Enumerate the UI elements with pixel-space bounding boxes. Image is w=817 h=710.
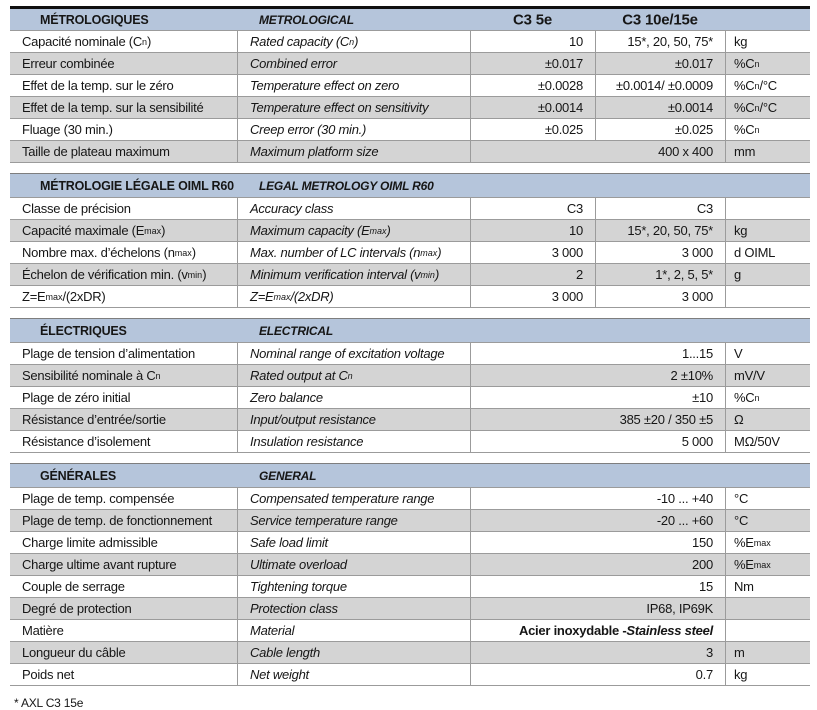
spec-row bbox=[10, 663, 810, 685]
section-header bbox=[10, 463, 810, 487]
spec-row bbox=[10, 553, 810, 575]
spec-unit: g bbox=[725, 264, 810, 285]
spec-row bbox=[10, 263, 810, 285]
spec-label-fr: Plage de temp. de fonctionnement bbox=[22, 513, 213, 528]
spec-label-fr: Résistance d’isolement bbox=[22, 434, 151, 449]
spec-unit: kg bbox=[725, 664, 810, 685]
spec-row bbox=[10, 285, 810, 307]
spec-unit: mm bbox=[725, 141, 810, 162]
spec-row bbox=[10, 487, 810, 509]
section-header bbox=[10, 318, 810, 342]
spec-row bbox=[10, 140, 810, 162]
spec-row bbox=[10, 197, 810, 219]
spec-value-c3-5e: 10 bbox=[470, 220, 595, 241]
spec-label-fr: Degré de protection bbox=[22, 601, 132, 616]
spec-value-c3-5e: ±0.017 bbox=[470, 53, 595, 74]
spec-label-fr: Effet de la temp. sur le zéro bbox=[22, 78, 174, 93]
spec-value-c3-10e-15e: 3 000 bbox=[595, 286, 725, 307]
spec-row bbox=[10, 74, 810, 96]
spec-label-fr: Sensibilité nominale à C n bbox=[22, 368, 161, 383]
spec-label-en: Zero balance bbox=[237, 387, 470, 408]
spec-value-c3-10e-15e: 15*, 20, 50, 75* bbox=[595, 31, 725, 52]
spec-label-fr: Nombre max. d’échelons (n max ) bbox=[22, 245, 196, 260]
section-title-en: ELECTRICAL bbox=[259, 323, 333, 338]
spec-label-fr: Résistance d’entrée/sortie bbox=[22, 412, 166, 427]
spec-label-en: Net weight bbox=[237, 664, 470, 685]
spec-value: IP68, IP69K bbox=[470, 598, 725, 619]
spec-section-metrological bbox=[10, 6, 810, 163]
spec-row bbox=[10, 219, 810, 241]
section-title-en: LEGAL METROLOGY OIML R60 bbox=[259, 178, 434, 193]
spec-label-en: Input/output resistance bbox=[237, 409, 470, 430]
section-title-fr: MÉTROLOGIQUES bbox=[40, 12, 149, 27]
spec-label-en: Rated capacity (C n ) bbox=[237, 31, 470, 52]
spec-value-c3-5e: 3 000 bbox=[470, 286, 595, 307]
spec-label-fr: Plage de zéro initial bbox=[22, 390, 131, 405]
spec-label-en: Compensated temperature range bbox=[237, 488, 470, 509]
spec-row bbox=[10, 430, 810, 452]
spec-label-en: Temperature effect on sensitivity bbox=[237, 97, 470, 118]
spec-unit: °C bbox=[725, 510, 810, 531]
spec-row bbox=[10, 342, 810, 364]
spec-value-c3-5e: 3 000 bbox=[470, 242, 595, 263]
column-header-c3-5e: C3 5e bbox=[512, 11, 553, 28]
spec-label-fr: Longueur du câble bbox=[22, 645, 126, 660]
spec-value-c3-10e-15e: ±0.017 bbox=[595, 53, 725, 74]
spec-label-en: Protection class bbox=[237, 598, 470, 619]
spec-label-fr: Plage de temp. compensée bbox=[22, 491, 175, 506]
spec-row bbox=[10, 509, 810, 531]
spec-unit: %C n bbox=[725, 119, 810, 140]
spec-label-fr: Couple de serrage bbox=[22, 579, 125, 594]
spec-sheet bbox=[10, 6, 810, 710]
spec-label-en: Accuracy class bbox=[237, 198, 470, 219]
spec-unit: m bbox=[725, 642, 810, 663]
spec-unit: Ω bbox=[725, 409, 810, 430]
section-header bbox=[10, 6, 810, 30]
spec-row bbox=[10, 575, 810, 597]
spec-unit: MΩ/50V bbox=[725, 431, 810, 452]
spec-value: Acier inoxydable - Stainless steel bbox=[470, 620, 725, 641]
spec-row bbox=[10, 408, 810, 430]
spec-unit: °C bbox=[725, 488, 810, 509]
spec-value-c3-5e: ±0.0028 bbox=[470, 75, 595, 96]
spec-label-en: Creep error (30 min.) bbox=[237, 119, 470, 140]
spec-value: 5 000 bbox=[470, 431, 725, 452]
spec-row bbox=[10, 531, 810, 553]
spec-label-en: Maximum platform size bbox=[237, 141, 470, 162]
spec-label-en: Z=E max /(2xDR) bbox=[237, 286, 470, 307]
column-header-c3-10e-15e: C3 10e/15e bbox=[622, 11, 698, 28]
spec-value-c3-5e: 10 bbox=[470, 31, 595, 52]
spec-label-fr: Capacité nominale (C n ) bbox=[22, 34, 152, 49]
spec-label-fr: Taille de plateau maximum bbox=[22, 144, 170, 159]
section-title-fr: ÉLECTRIQUES bbox=[40, 323, 127, 338]
spec-value-c3-10e-15e: ±0.0014/ ±0.0009 bbox=[595, 75, 725, 96]
spec-label-en: Max. number of LC intervals (n max ) bbox=[237, 242, 470, 263]
spec-row bbox=[10, 364, 810, 386]
spec-unit: %C n bbox=[725, 387, 810, 408]
spec-value: 2 ±10% bbox=[470, 365, 725, 386]
spec-value-c3-10e-15e: 3 000 bbox=[595, 242, 725, 263]
spec-label-fr: Classe de précision bbox=[22, 201, 131, 216]
spec-value-c3-5e: C3 bbox=[470, 198, 595, 219]
spec-row bbox=[10, 118, 810, 140]
spec-label-en: Rated output at C n bbox=[237, 365, 470, 386]
spec-section-general bbox=[10, 463, 810, 686]
spec-label-en: Maximum capacity (E max ) bbox=[237, 220, 470, 241]
spec-unit: %C n bbox=[725, 53, 810, 74]
spec-label-fr: Erreur combinée bbox=[22, 56, 115, 71]
spec-label-fr: Charge limite admissible bbox=[22, 535, 158, 550]
spec-label-en: Safe load limit bbox=[237, 532, 470, 553]
spec-label-en: Combined error bbox=[237, 53, 470, 74]
spec-row bbox=[10, 619, 810, 641]
spec-value: 400 x 400 bbox=[470, 141, 725, 162]
spec-unit bbox=[725, 286, 810, 307]
spec-value-c3-10e-15e: 1*, 2, 5, 5* bbox=[595, 264, 725, 285]
spec-label-fr: Matière bbox=[22, 623, 64, 638]
spec-label-fr: Plage de tension d’alimentation bbox=[22, 346, 195, 361]
spec-value: ±10 bbox=[470, 387, 725, 408]
spec-row bbox=[10, 597, 810, 619]
spec-row bbox=[10, 30, 810, 52]
spec-value: 1...15 bbox=[470, 343, 725, 364]
spec-value-c3-10e-15e: ±0.0014 bbox=[595, 97, 725, 118]
spec-label-fr: Capacité maximale (E max ) bbox=[22, 223, 166, 238]
spec-label-en: Temperature effect on zero bbox=[237, 75, 470, 96]
spec-value: 3 bbox=[470, 642, 725, 663]
spec-value-c3-5e: 2 bbox=[470, 264, 595, 285]
spec-label-fr: Effet de la temp. sur la sensibilité bbox=[22, 100, 204, 115]
spec-section-electrical bbox=[10, 318, 810, 453]
spec-label-en: Nominal range of excitation voltage bbox=[237, 343, 470, 364]
spec-label-en: Insulation resistance bbox=[237, 431, 470, 452]
spec-label-en: Cable length bbox=[237, 642, 470, 663]
spec-label-fr: Z=E max /(2xDR) bbox=[22, 289, 106, 304]
spec-label-fr: Échelon de vérification min. (v min ) bbox=[22, 267, 207, 282]
spec-label-en: Material bbox=[237, 620, 470, 641]
spec-unit: mV/V bbox=[725, 365, 810, 386]
spec-label-fr: Poids net bbox=[22, 667, 74, 682]
spec-value: -10 ... +40 bbox=[470, 488, 725, 509]
spec-label-en: Minimum verification interval (v min ) bbox=[237, 264, 470, 285]
spec-unit: %C n /°C bbox=[725, 75, 810, 96]
spec-label-fr: Charge ultime avant rupture bbox=[22, 557, 177, 572]
spec-row bbox=[10, 96, 810, 118]
spec-value-c3-5e: ±0.025 bbox=[470, 119, 595, 140]
spec-unit: V bbox=[725, 343, 810, 364]
footnote: * AXL C3 15e bbox=[14, 696, 84, 710]
spec-label-en: Service temperature range bbox=[237, 510, 470, 531]
spec-value: 15 bbox=[470, 576, 725, 597]
spec-value-c3-10e-15e: ±0.025 bbox=[595, 119, 725, 140]
section-title-en: GENERAL bbox=[259, 468, 317, 483]
spec-unit bbox=[725, 198, 810, 219]
spec-unit: %E max bbox=[725, 532, 810, 553]
section-title-fr: MÉTROLOGIE LÉGALE OIML R60 bbox=[40, 178, 234, 193]
spec-value-c3-10e-15e: C3 bbox=[595, 198, 725, 219]
section-title-en: METROLOGICAL bbox=[259, 12, 354, 27]
spec-label-fr: Fluage (30 min.) bbox=[22, 122, 113, 137]
spec-value: -20 ... +60 bbox=[470, 510, 725, 531]
spec-unit: Nm bbox=[725, 576, 810, 597]
spec-unit: %C n /°C bbox=[725, 97, 810, 118]
spec-row bbox=[10, 241, 810, 263]
spec-unit: kg bbox=[725, 220, 810, 241]
section-title-fr: GÉNÉRALES bbox=[40, 468, 116, 483]
spec-unit bbox=[725, 620, 810, 641]
spec-value: 385 ±20 / 350 ±5 bbox=[470, 409, 725, 430]
spec-section-legal-metrology bbox=[10, 173, 810, 308]
spec-value: 200 bbox=[470, 554, 725, 575]
spec-unit bbox=[725, 598, 810, 619]
spec-value-c3-5e: ±0.0014 bbox=[470, 97, 595, 118]
section-header bbox=[10, 173, 810, 197]
spec-unit: d OIML bbox=[725, 242, 810, 263]
spec-label-en: Tightening torque bbox=[237, 576, 470, 597]
spec-value: 0.7 bbox=[470, 664, 725, 685]
spec-unit: %E max bbox=[725, 554, 810, 575]
spec-row bbox=[10, 641, 810, 663]
spec-label-en: Ultimate overload bbox=[237, 554, 470, 575]
spec-unit: kg bbox=[725, 31, 810, 52]
spec-value: 150 bbox=[470, 532, 725, 553]
spec-row bbox=[10, 386, 810, 408]
spec-row bbox=[10, 52, 810, 74]
spec-value-c3-10e-15e: 15*, 20, 50, 75* bbox=[595, 220, 725, 241]
